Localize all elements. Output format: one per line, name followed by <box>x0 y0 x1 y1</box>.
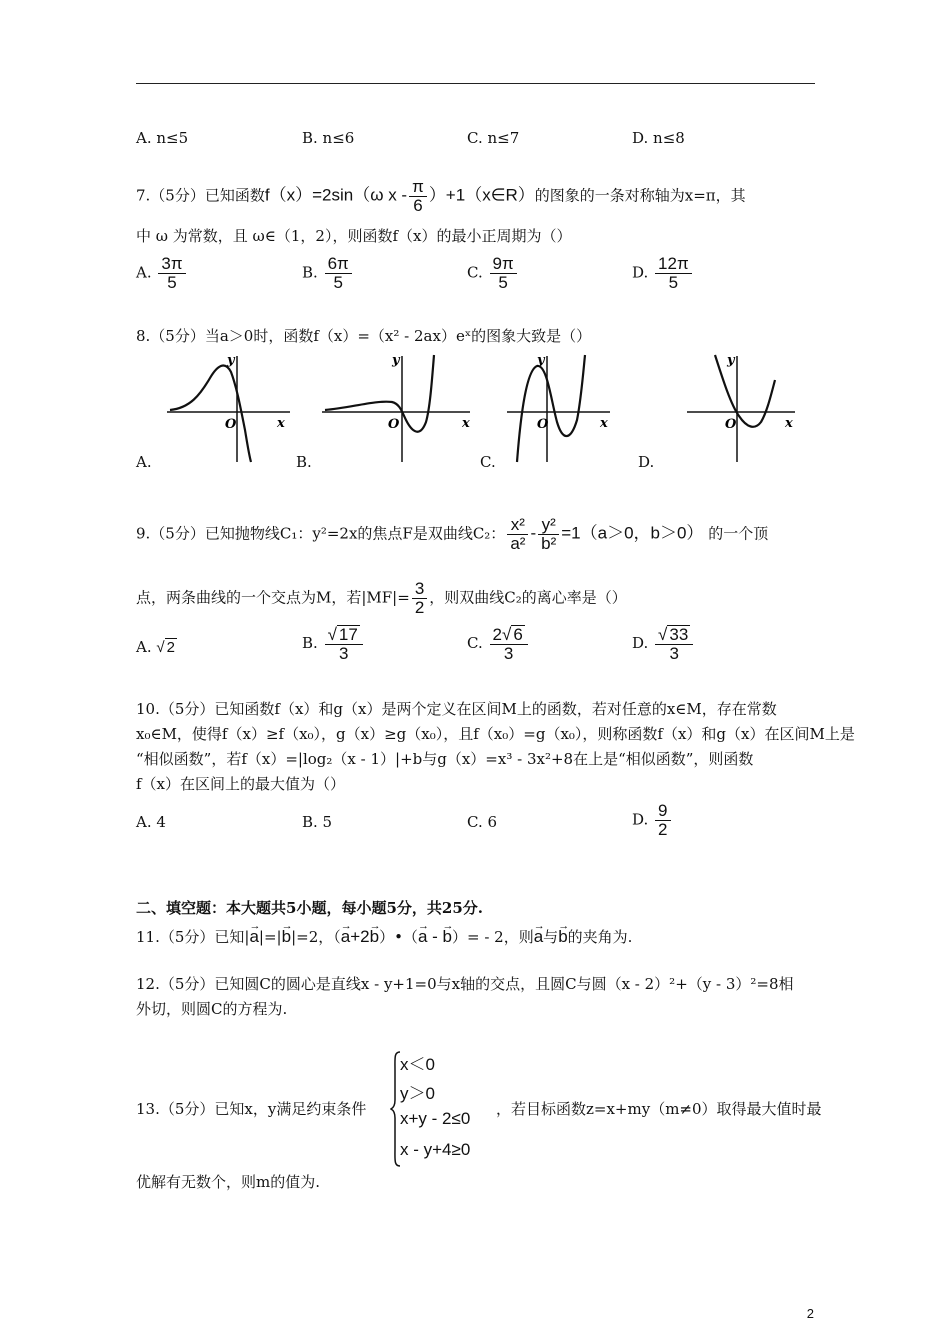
option-label: D. <box>632 263 649 282</box>
constraint-4: x - y+4≥0 <box>400 1140 471 1159</box>
frac-den: 3 <box>338 644 349 663</box>
frac-den: 2 <box>414 598 425 617</box>
header-rule <box>136 83 815 84</box>
q9-option-d <box>632 625 695 663</box>
q13-line2: 优解有无数个，则m的值为. <box>136 1173 320 1191</box>
vector-b: → b <box>282 925 291 947</box>
origin-label: O <box>388 417 400 432</box>
q6-option-d: D. n≤8 <box>632 129 685 147</box>
q10-line1: 10.（5分）已知函数f（x）和g（x）是两个定义在区间M上的函数，若对任意的x∈M，存在常数 <box>136 700 777 718</box>
option-label: D. <box>632 810 649 829</box>
frac-num: 9π <box>492 254 514 273</box>
constraint-1: x＜0 <box>400 1055 435 1074</box>
q7-func-a: f（x）=2sin（ω x - <box>264 185 408 205</box>
vector-b: → b <box>370 925 379 947</box>
option-label: B. <box>302 263 318 282</box>
origin-label: O <box>725 417 737 432</box>
q13-prefix: 13.（5分）已知x，y满足约束条件 <box>136 1100 367 1118</box>
q10-option-d <box>632 802 673 839</box>
q11-p1: 11.（5分）已知| <box>136 928 250 946</box>
q7-func-b: ）+1（x∈R） <box>428 185 535 205</box>
q7-option-c <box>467 255 519 292</box>
radicand: 33 <box>669 625 689 644</box>
q11-p4: +2 <box>350 927 370 946</box>
constraint-3: x+y - 2≤0 <box>400 1109 471 1128</box>
q10-option-a: A. 4 <box>136 813 166 831</box>
q6-option-b: B. n≤6 <box>302 129 355 147</box>
q11-stem <box>136 925 632 947</box>
page-number: 2 <box>806 1306 814 1321</box>
q6-option-c: C. n≤7 <box>467 129 520 147</box>
frac-den: a² <box>510 534 526 553</box>
q11-p3: |=2，（ <box>291 928 341 946</box>
frac-den: 5 <box>333 273 343 292</box>
vector-a: → a <box>534 925 543 947</box>
frac-num: 12π <box>658 254 689 273</box>
section2-heading: 二、填空题：本大题共5小题，每小题5分，共25分. <box>136 899 483 917</box>
x-axis-label: x <box>462 416 470 431</box>
sqrt-icon: √ <box>327 625 337 644</box>
q7-pi-over-6 <box>409 178 427 215</box>
frac-num: 3 <box>414 579 425 598</box>
q8-option-b: B. <box>296 453 312 471</box>
q11-p6: - <box>427 927 443 946</box>
q10-option-c: C. 6 <box>467 813 498 831</box>
q9-line2 <box>136 580 627 617</box>
y-axis-label: y <box>392 353 400 368</box>
q9-line2-b: ，则双曲线C₂的离心率是（） <box>429 588 627 607</box>
q12-line1: 12.（5分）已知圆C的圆心是直线x - y+1=0与x轴的交点，且圆C与圆（x - 2）²+（y - 3）²=8相 <box>136 975 794 993</box>
radicand: 17 <box>338 625 358 644</box>
q7-frac-num: π <box>412 177 424 196</box>
y-axis-label: y <box>227 353 235 368</box>
q8-option-c: C. <box>480 453 496 471</box>
q11-p9: 的夹角为. <box>567 928 633 946</box>
frac-num: 3π <box>161 254 183 273</box>
frac-den: b² <box>541 534 557 553</box>
vector-a: → a <box>418 925 427 947</box>
q8-graph-a <box>165 350 295 465</box>
q11-p8: 与 <box>543 928 559 946</box>
vector-b: → b <box>443 925 452 947</box>
q7-suffix: 的图象的一条对称轴为x=π，其 <box>534 186 746 205</box>
q7-stem <box>136 178 746 215</box>
sqrt-icon: √ <box>658 625 668 644</box>
q9-option-c <box>467 625 530 663</box>
q9-three-halves <box>412 580 427 617</box>
q7-option-b <box>302 255 354 292</box>
q11-p7: ）= - 2，则 <box>451 928 534 946</box>
option-label: A. <box>136 263 152 282</box>
frac-den: 3 <box>669 644 679 663</box>
frac-den: 5 <box>668 273 679 292</box>
frac-den: 5 <box>498 273 508 292</box>
q13-suffix: ，若目标函数z=x+my（m≠0）取得最大值时最 <box>496 1100 822 1118</box>
frac-den: 5 <box>167 273 177 292</box>
q9-suffix: 的一个顶 <box>708 524 769 543</box>
q10-line3: “相似函数”，若f（x）=|log₂（x - 1）|+b与g（x）=x³ - 3x²+8在上是“相似函数”，则函数 <box>136 750 754 768</box>
vector-a: → a <box>341 925 350 947</box>
q9-y2-over-b2 <box>538 516 559 553</box>
q7-prefix: 7.（5分）已知函数 <box>136 186 265 205</box>
y-axis-label: y <box>727 353 735 368</box>
q8-graph-b <box>320 350 480 465</box>
q9-stem <box>136 516 768 553</box>
q9-option-b <box>302 625 365 663</box>
option-label: A. <box>136 638 152 656</box>
radicand: 2 <box>166 639 175 656</box>
option-label: D. <box>632 634 649 652</box>
q11-p5: ）•（ <box>379 928 418 946</box>
q8-graph-c <box>505 350 620 465</box>
q10-line4: f（x）在区间上的最大值为（） <box>136 775 346 793</box>
frac-den: 2 <box>658 820 668 839</box>
q7-option-d <box>632 255 694 292</box>
vector-b: → b <box>558 925 567 947</box>
origin-label: O <box>225 417 237 432</box>
frac-num: x² <box>510 515 525 534</box>
sqrt-icon: √ <box>501 625 512 644</box>
q6-option-a: A. n≤5 <box>136 129 189 147</box>
option-label: C. <box>467 634 483 652</box>
q9-line2-a: 点，两条曲线的一个交点为M，若|MF|= <box>136 588 410 607</box>
q8-graph-d <box>685 350 805 465</box>
x-axis-label: x <box>785 416 793 431</box>
constraint-2: y＞0 <box>400 1084 435 1103</box>
q9-prefix: 9.（5分）已知抛物线C₁：y²=2x的焦点F是双曲线C₂： <box>136 524 506 543</box>
origin-label: O <box>537 417 549 432</box>
radicand: 6 <box>513 625 523 644</box>
coefficient: 2 <box>492 625 502 644</box>
q9-option-a <box>136 637 177 658</box>
q7-line2: 中 ω 为常数，且 ω∈（1，2），则函数f（x）的最小正周期为（） <box>136 227 572 245</box>
q13-constraint-system <box>390 1050 500 1168</box>
q8-option-a: A. <box>136 453 152 471</box>
frac-num: y² <box>541 515 556 534</box>
frac-num: 9 <box>658 801 668 820</box>
vector-a: → a <box>249 925 258 947</box>
q10-option-b: B. 5 <box>302 813 333 831</box>
q12-line2: 外切，则圆C的方程为. <box>136 1000 288 1018</box>
q9-equation-tail: =1（a＞0，b＞0） <box>561 523 704 543</box>
q8-option-d: D. <box>638 453 655 471</box>
q7-frac-den: 6 <box>413 196 423 215</box>
x-axis-label: x <box>600 416 608 431</box>
q8-stem: 8.（5分）当a＞0时，函数f（x）=（x² - 2ax）eˣ的图象大致是（） <box>136 327 592 345</box>
x-axis-label: x <box>277 416 285 431</box>
q9-x2-over-a2 <box>507 516 528 553</box>
option-label: C. <box>467 263 483 282</box>
frac-num: 6π <box>327 254 349 273</box>
frac-den: 3 <box>503 644 514 663</box>
q7-option-a <box>136 255 188 292</box>
q10-line2: x₀∈M，使得f（x）≥f（x₀），g（x）≥g（x₀），且f（x₀）=g（x₀），则称函数f（x）和g（x）在区间M上是 <box>136 725 855 743</box>
sqrt-icon: √ <box>156 639 165 656</box>
q11-p2: |=| <box>258 928 282 946</box>
y-axis-label: y <box>537 353 545 368</box>
minus-sign: - <box>530 523 537 543</box>
option-label: B. <box>302 634 318 652</box>
